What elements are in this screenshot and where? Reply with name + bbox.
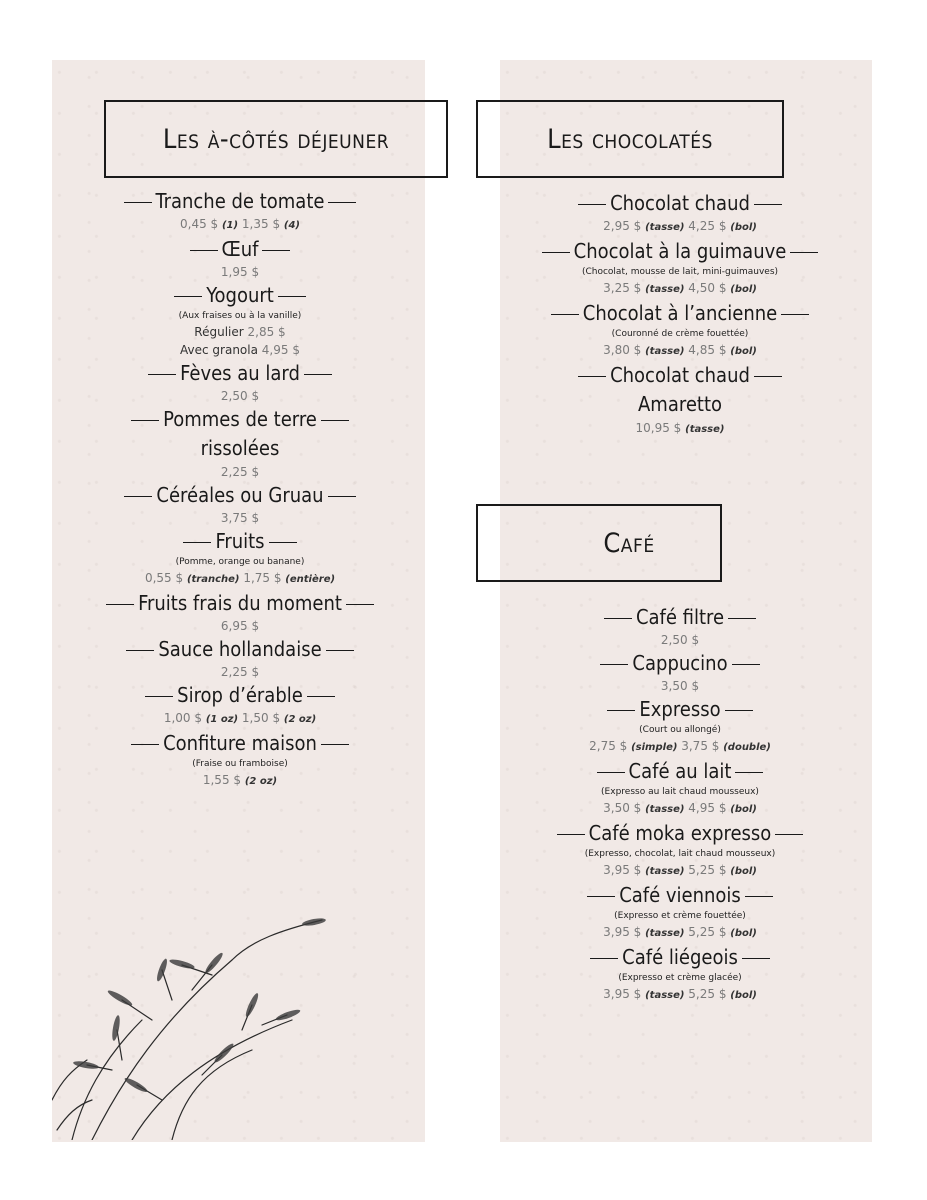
- section-title-sides: [104, 100, 448, 178]
- item-price: 3,95 $ (tasse) 5,25 $ (bol): [603, 987, 757, 1001]
- item-price: 3,80 $ (tasse) 4,85 $ (bol): [603, 343, 757, 357]
- item-price: 3,95 $ (tasse) 5,25 $ (bol): [603, 863, 757, 877]
- menu-item: [510, 299, 850, 361]
- cafe-list: [510, 603, 850, 1005]
- item-price: 1,55 $ (2 oz): [202, 773, 278, 787]
- menu-item: [510, 695, 850, 757]
- item-name: Café au lait: [628, 759, 732, 783]
- item-name-line2: Amaretto: [638, 392, 722, 416]
- item-name: Chocolat chaud: [610, 363, 750, 387]
- item-name: Café liégeois: [622, 945, 738, 969]
- item-price: 2,25 $: [220, 465, 260, 479]
- item-name-line2: rissolées: [200, 436, 280, 460]
- item-description: (Court ou allongé): [639, 725, 721, 735]
- menu-item: [510, 237, 850, 299]
- herb-illustration: [52, 900, 352, 1140]
- menu-item: [70, 187, 410, 235]
- item-name: Tranche de tomate: [155, 189, 325, 213]
- section-title-chocolate: [476, 100, 784, 178]
- section-title-sides-text: Les à-côtés déjeuner: [162, 123, 390, 155]
- item-name: Expresso: [639, 697, 721, 721]
- item-price: 6,95 $: [220, 619, 260, 633]
- menu-item: [510, 757, 850, 819]
- item-description: (Couronné de crème fouettée): [611, 329, 749, 339]
- menu-item: [70, 359, 410, 405]
- item-price: 0,55 $ (tranche) 1,75 $ (entière): [144, 571, 336, 585]
- item-description: (Expresso, chocolat, lait chaud mousseux): [584, 849, 776, 859]
- section-title-cafe-text: Café: [603, 527, 655, 559]
- item-name: Café filtre: [635, 605, 725, 629]
- item-price: Régulier 2,85 $: [194, 325, 286, 339]
- item-price: 10,95 $ (tasse): [635, 421, 725, 435]
- item-price: Avec granola 4,95 $: [180, 343, 300, 357]
- item-price: 3,95 $ (tasse) 5,25 $ (bol): [603, 925, 757, 939]
- section-title-chocolate-text: Les chocolatés: [547, 123, 713, 155]
- item-description: (Fraise ou framboise): [192, 759, 288, 769]
- item-name: Yogourt: [206, 283, 274, 307]
- sides-list: [70, 187, 410, 791]
- item-price: 1,00 $ (1 oz) 1,50 $ (2 oz): [163, 711, 317, 725]
- menu-item: [510, 603, 850, 649]
- item-price: 2,50 $: [220, 389, 260, 403]
- item-name: Chocolat chaud: [610, 191, 750, 215]
- menu-item: [70, 405, 410, 481]
- item-price: 3,75 $: [220, 511, 260, 525]
- item-description: (Pomme, orange ou banane): [175, 557, 305, 567]
- chocolate-list: [510, 189, 850, 439]
- item-name: Fruits: [215, 529, 265, 553]
- item-name: Fruits frais du moment: [138, 591, 342, 615]
- item-price: 3,50 $: [660, 679, 700, 693]
- item-name: Confiture maison: [163, 731, 317, 755]
- item-description: (Expresso au lait chaud mousseux): [601, 787, 759, 797]
- item-name: Œuf: [221, 237, 259, 261]
- item-name: Fèves au lard: [180, 361, 300, 385]
- item-name: Pommes de terre: [163, 407, 317, 431]
- menu-item: [70, 481, 410, 527]
- menu-item: [510, 943, 850, 1005]
- menu-item: [510, 361, 850, 439]
- item-name: Chocolat à la guimauve: [573, 239, 787, 263]
- item-name: Cappucino: [632, 651, 728, 675]
- item-price: 3,25 $ (tasse) 4,50 $ (bol): [603, 281, 757, 295]
- item-price: 2,95 $ (tasse) 4,25 $ (bol): [603, 219, 757, 233]
- item-name: Café viennois: [619, 883, 741, 907]
- menu-item: [70, 681, 410, 729]
- menu-item: [70, 729, 410, 791]
- menu-item: [70, 281, 410, 359]
- menu-item: [70, 235, 410, 281]
- menu-item: [70, 527, 410, 589]
- item-description: (Chocolat, mousse de lait, mini-guimauves): [581, 267, 779, 277]
- item-description: (Aux fraises ou à la vanille): [178, 311, 302, 321]
- item-price: 3,50 $ (tasse) 4,95 $ (bol): [603, 801, 757, 815]
- item-price: 2,50 $: [660, 633, 700, 647]
- menu-item: [510, 819, 850, 881]
- item-name: Sauce hollandaise: [158, 637, 322, 661]
- item-description: (Expresso et crème glacée): [618, 973, 742, 983]
- menu-item: [510, 189, 850, 237]
- menu-item: [510, 881, 850, 943]
- item-price: 2,25 $: [220, 665, 260, 679]
- menu-item: [70, 635, 410, 681]
- menu-item: [70, 589, 410, 635]
- item-price: 2,75 $ (simple) 3,75 $ (double): [589, 739, 771, 753]
- item-price: 1,95 $: [220, 265, 260, 279]
- item-description: (Expresso et crème fouettée): [614, 911, 746, 921]
- item-name: Chocolat à l’ancienne: [582, 301, 778, 325]
- item-price: 0,45 $ (1) 1,35 $ (4): [180, 217, 300, 231]
- item-name: Céréales ou Gruau: [156, 483, 324, 507]
- section-title-cafe: [476, 504, 722, 582]
- item-name: Sirop d’érable: [177, 683, 303, 707]
- item-name: Café moka expresso: [588, 821, 772, 845]
- menu-item: [510, 649, 850, 695]
